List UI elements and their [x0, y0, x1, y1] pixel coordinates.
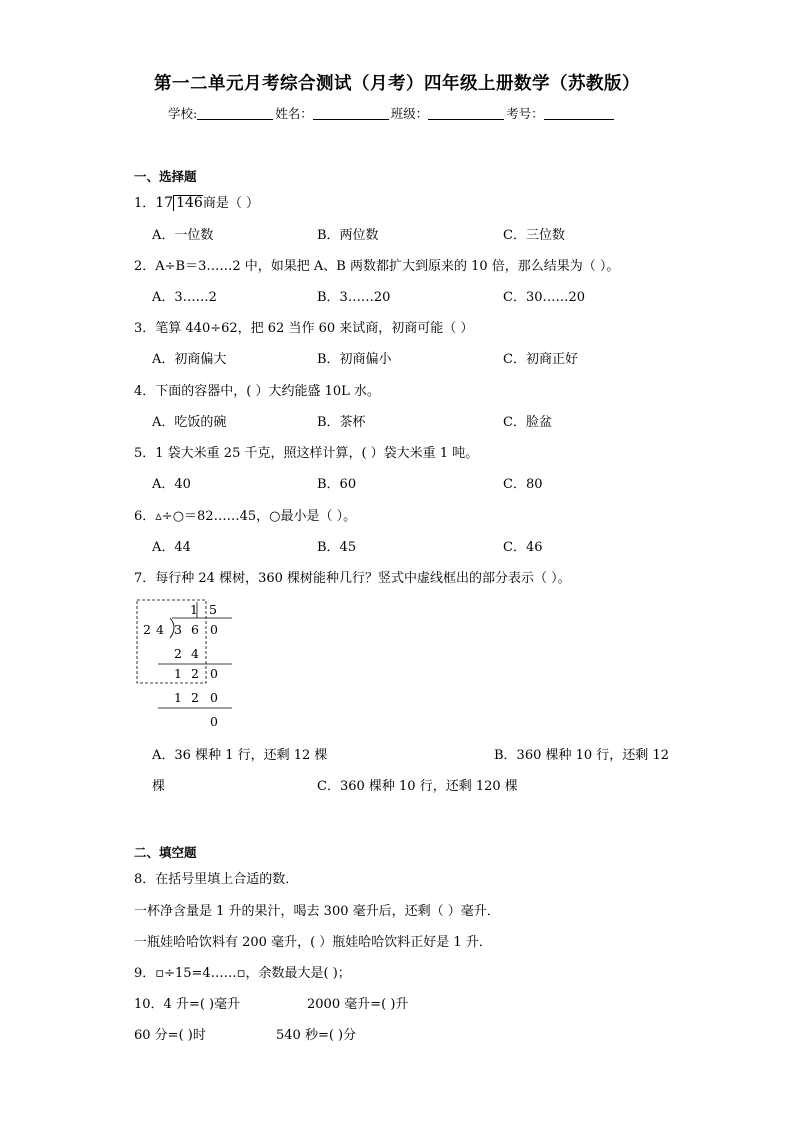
question-7: 7．每行种 24 棵树，360 棵树能种几行？竖式中虚线框出的部分表示（ ）。: [134, 571, 571, 586]
question-2: 2．A÷B＝3……2 中，如果把 A、B 两数都扩大到原来的 10 倍，那么结果为（ ）。: [134, 259, 620, 274]
sub1-digit-2: 4: [191, 646, 199, 661]
dividend-digit-3: 0: [210, 622, 218, 637]
q10-line-2b[interactable]: 540 秒=( )分: [276, 1028, 357, 1043]
q3-option-a[interactable]: A．初商偏大: [152, 352, 227, 367]
q8-line-1[interactable]: 一杯净含量是 1 升的果汁，喝去 300 毫升后，还剩（ ）毫升．: [134, 904, 500, 919]
dividend-digit-2: 6: [191, 622, 199, 637]
name-label: 姓名：: [275, 106, 313, 121]
quotient-digit-1: 1: [190, 602, 198, 617]
sub2-digit-3: 0: [210, 690, 218, 705]
class-label: 班级：: [390, 106, 429, 121]
section-choice-heading: 一、选择题: [134, 169, 197, 184]
q1-division-bracket: [173, 195, 203, 211]
q3-option-b[interactable]: B．初商偏小: [317, 352, 392, 367]
school-blank[interactable]: [197, 107, 273, 120]
q2-option-a[interactable]: A．3……2: [152, 290, 217, 305]
question-6: 6．▵÷○＝82……45，○最小是（ ）。: [134, 509, 357, 524]
q1-rest: 商是（ ）: [202, 196, 259, 211]
question-8: 8．在括号里填上合适的数．: [134, 872, 299, 887]
student-info-row: [168, 104, 616, 122]
page-title: 第一二单元月考综合测试（月考）四年级上册数学（苏教版）: [154, 74, 640, 94]
q5-option-b[interactable]: B．60: [317, 477, 357, 492]
question-3: 3．笔算 440÷62，把 62 当作 60 来试商，初商可能（ ）: [134, 321, 474, 336]
sub1-digit-1: 2: [174, 646, 182, 661]
class-blank[interactable]: [428, 107, 504, 120]
q4-option-b[interactable]: B．茶杯: [317, 415, 366, 430]
q7-option-c[interactable]: C．360 棵种 10 行，还剩 120 棵: [317, 779, 518, 794]
q1-option-b[interactable]: B．两位数: [317, 228, 379, 243]
number-label: 考号：: [506, 106, 544, 121]
sub2-digit-1: 1: [174, 690, 182, 705]
q10-line-1a[interactable]: 10．4 升=( )毫升: [134, 997, 241, 1012]
q6-option-b[interactable]: B．45: [317, 540, 357, 555]
q5-option-c[interactable]: C．80: [503, 477, 543, 492]
final-remainder: 0: [210, 714, 218, 729]
quotient-digit-2: 5: [209, 602, 217, 617]
q7-option-b-continued: 棵: [152, 779, 166, 794]
sub2-digit-2: 2: [191, 690, 199, 705]
name-blank[interactable]: [313, 107, 389, 120]
question-5: 5．1 袋大米重 25 千克，照这样计算，( ）袋大米重 1 吨。: [134, 446, 479, 461]
q8-line-2[interactable]: 一瓶娃哈哈饮料有 200 毫升，( ）瓶娃哈哈饮料正好是 1 升．: [134, 935, 492, 950]
question-9[interactable]: 9．▫÷15=4……▫，余数最大是( )；: [134, 966, 351, 981]
section-fill-heading: 二、填空题: [134, 845, 197, 860]
q7-option-b[interactable]: B．360 棵种 10 行，还剩 12: [494, 748, 669, 763]
rem1-digit-3: 0: [210, 666, 218, 681]
question-4: 4．下面的容器中，( ）大约能盛 10L 水。: [134, 384, 380, 399]
q5-option-a[interactable]: A．40: [152, 477, 191, 492]
q10-line-1b[interactable]: 2000 毫升=( )升: [307, 997, 409, 1012]
q6-option-c[interactable]: C．46: [503, 540, 543, 555]
q1-option-c[interactable]: C．三位数: [503, 228, 565, 243]
divisor-digit-1: 2: [143, 622, 151, 637]
q4-option-a[interactable]: A．吃饭的碗: [152, 415, 227, 430]
divisor-digit-2: 4: [156, 622, 164, 637]
q1-dividend: 146: [176, 195, 203, 211]
dividend-digit-1: 3: [174, 622, 182, 637]
q4-option-c[interactable]: C．脸盆: [503, 415, 552, 430]
number-blank[interactable]: [544, 107, 614, 120]
rem1-digit-1: 1: [174, 666, 182, 681]
question-1: [134, 192, 259, 211]
school-label: 学校:: [168, 106, 198, 121]
q3-option-c[interactable]: C．初商正好: [503, 352, 578, 367]
q10-line-2a[interactable]: 60 分=( )时: [134, 1028, 206, 1043]
long-division-diagram: [134, 597, 244, 737]
rem1-digit-2: 2: [191, 666, 199, 681]
q2-option-c[interactable]: C．30……20: [503, 290, 586, 305]
q1-option-a[interactable]: A．一位数: [152, 228, 214, 243]
q7-option-a[interactable]: A．36 棵种 1 行，还剩 12 棵: [152, 748, 328, 763]
q1-number: 1．: [134, 196, 156, 211]
q2-option-b[interactable]: B．3……20: [317, 290, 391, 305]
q1-divisor: 17: [155, 195, 174, 211]
q6-option-a[interactable]: A．44: [152, 540, 191, 555]
